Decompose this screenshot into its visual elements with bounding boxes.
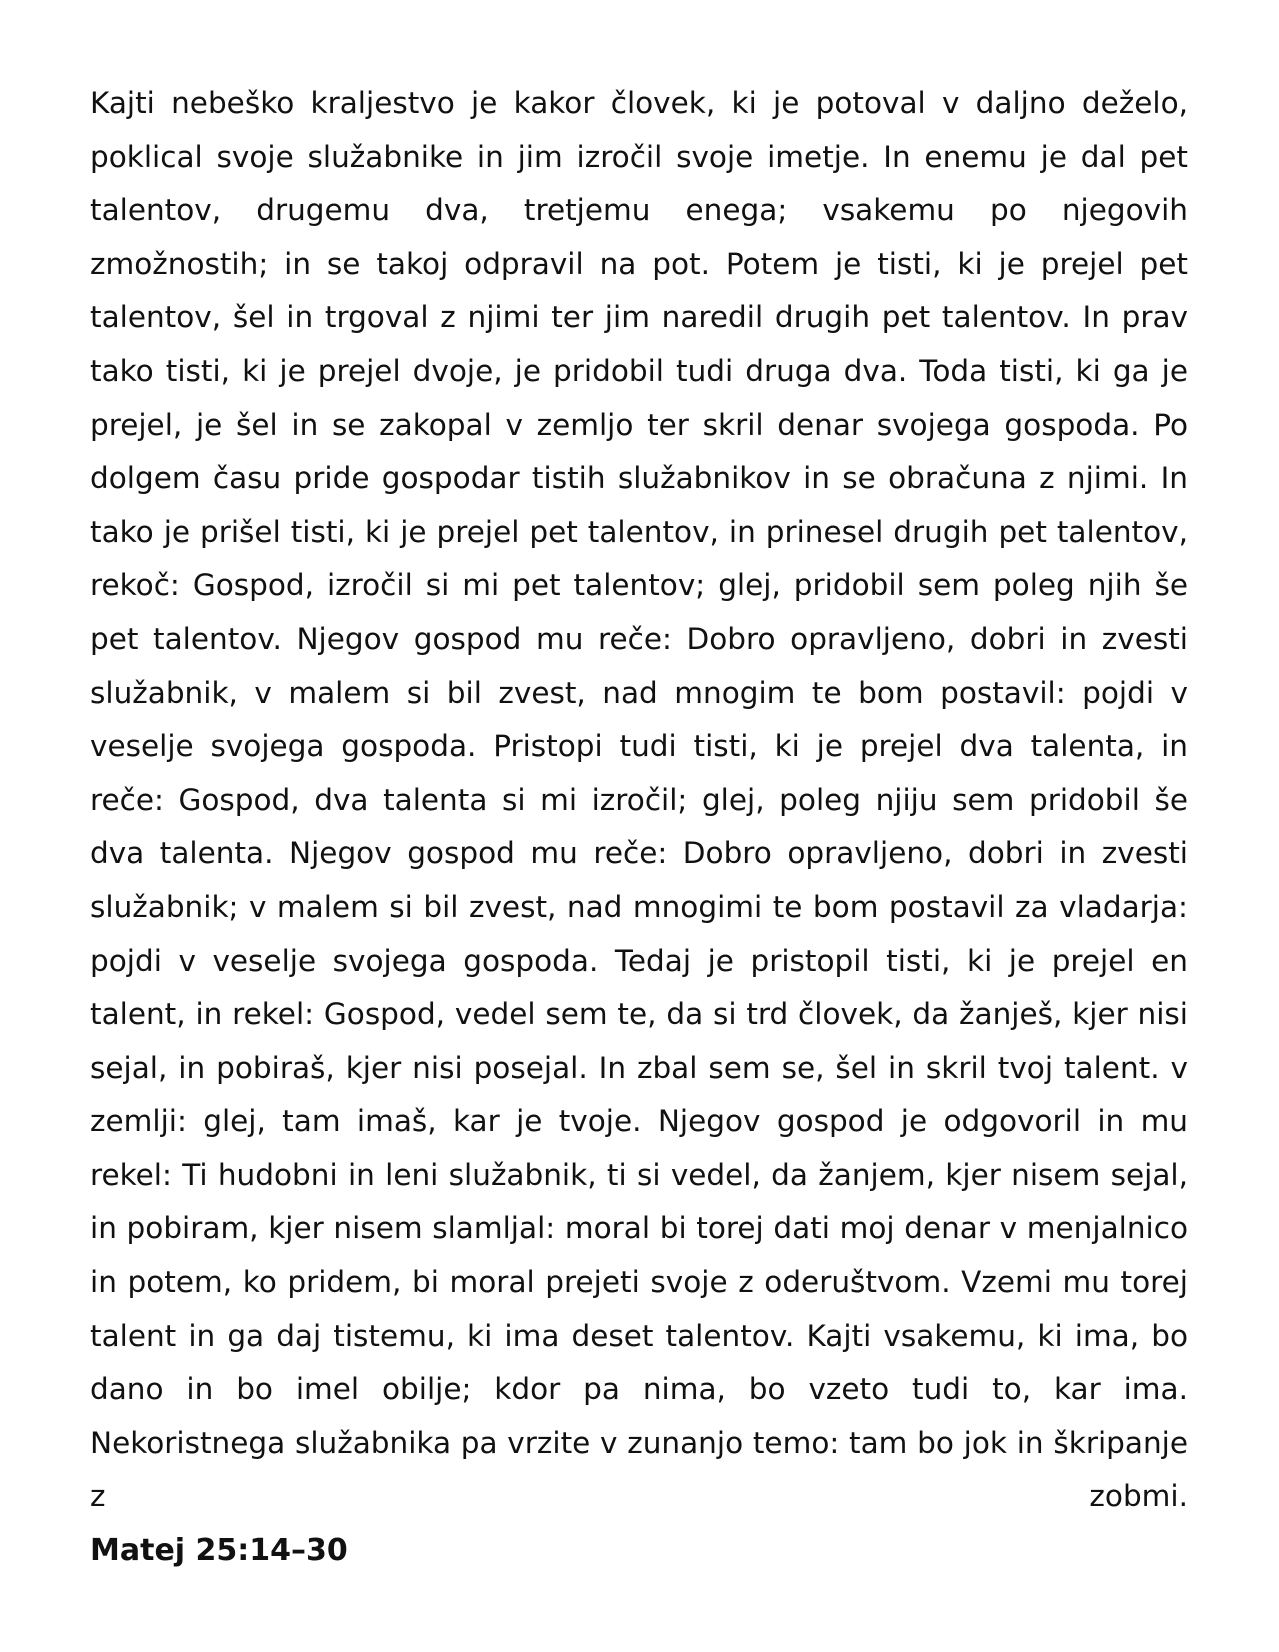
scripture-passage: Kajti nebeško kraljestvo je kakor človek, ki je potoval v daljno deželo, poklical svoje služabnike in jim izročil svoje imetje. In enemu je dal pet talentov, drugemu dva, tretjemu enega; vsakemu po njegovih zmožnostih; in se takoj odpravil na pot. Potem je tisti, ki je prejel pet talentov, šel in trgoval z njimi ter jim naredil drugih pet talentov. In prav tako tisti, ki je prejel dvoje, je pridobil tudi druga dva. Toda tisti, ki ga je prejel, je šel in se zakopal v zemljo ter skril denar svojega gospoda. Po dolgem času pride gospodar tistih služabnikov in se obračuna z njimi. In tako je prišel tisti, ki je prejel pet talentov, in prinesel drugih pet talentov, rekoč: Gospod, izročil si mi pet talentov; glej, pridobil sem poleg njih še pet talentov. Njegov gospod mu reče: Dobro opravljeno, dobri in zvesti služabnik, v malem si bil zvest, nad mnogim te bom postavil: pojdi v veselje svojega gospoda. Pristopi tudi tisti, ki je prejel dva talenta, in reče: Gospod, dva talenta si mi izročil; glej, poleg njiju sem pridobil še dva talenta. Njegov gospod mu reče: Dobro opravljeno, dobri in zvesti služabnik; v malem si bil zvest, nad mnogimi te bom postavil za vladarja: pojdi v veselje svojega gospoda. Tedaj je pristopil tisti, ki je prejel en talent, in rekel: Gospod, vedel sem te, da si trd človek, da žanješ, kjer nisi sejal, in pobiraš, kjer nisi posejal. In zbal sem se, šel in skril tvoj talent. v zemlji: glej, tam imaš, kar je tvoje. Njegov gospod je odgovoril in mu rekel: Ti hudobni in leni služabnik, ti si vedel, da žanjem, kjer nisem sejal, in pobiram, kjer nisem slamljal: moral bi torej dati moj denar v menjalnico in potem, ko pridem, bi moral prejeti svoje z oderuštvom. Vzemi mu torej talent in ga daj tistemu, ki ima deset talentov. Kajti vsakemu, ki ima, bo dano in bo imel obilje; kdor pa nima, bo vzeto tudi to, kar ima. Nekoristnega služabnika pa vrzite v zunanjo temo: tam bo jok in škripanje z zobmi. [90,86,1188,1514]
document-page [90,77,1188,1578]
scripture-reference: Matej 25:14–30 [90,1533,348,1569]
